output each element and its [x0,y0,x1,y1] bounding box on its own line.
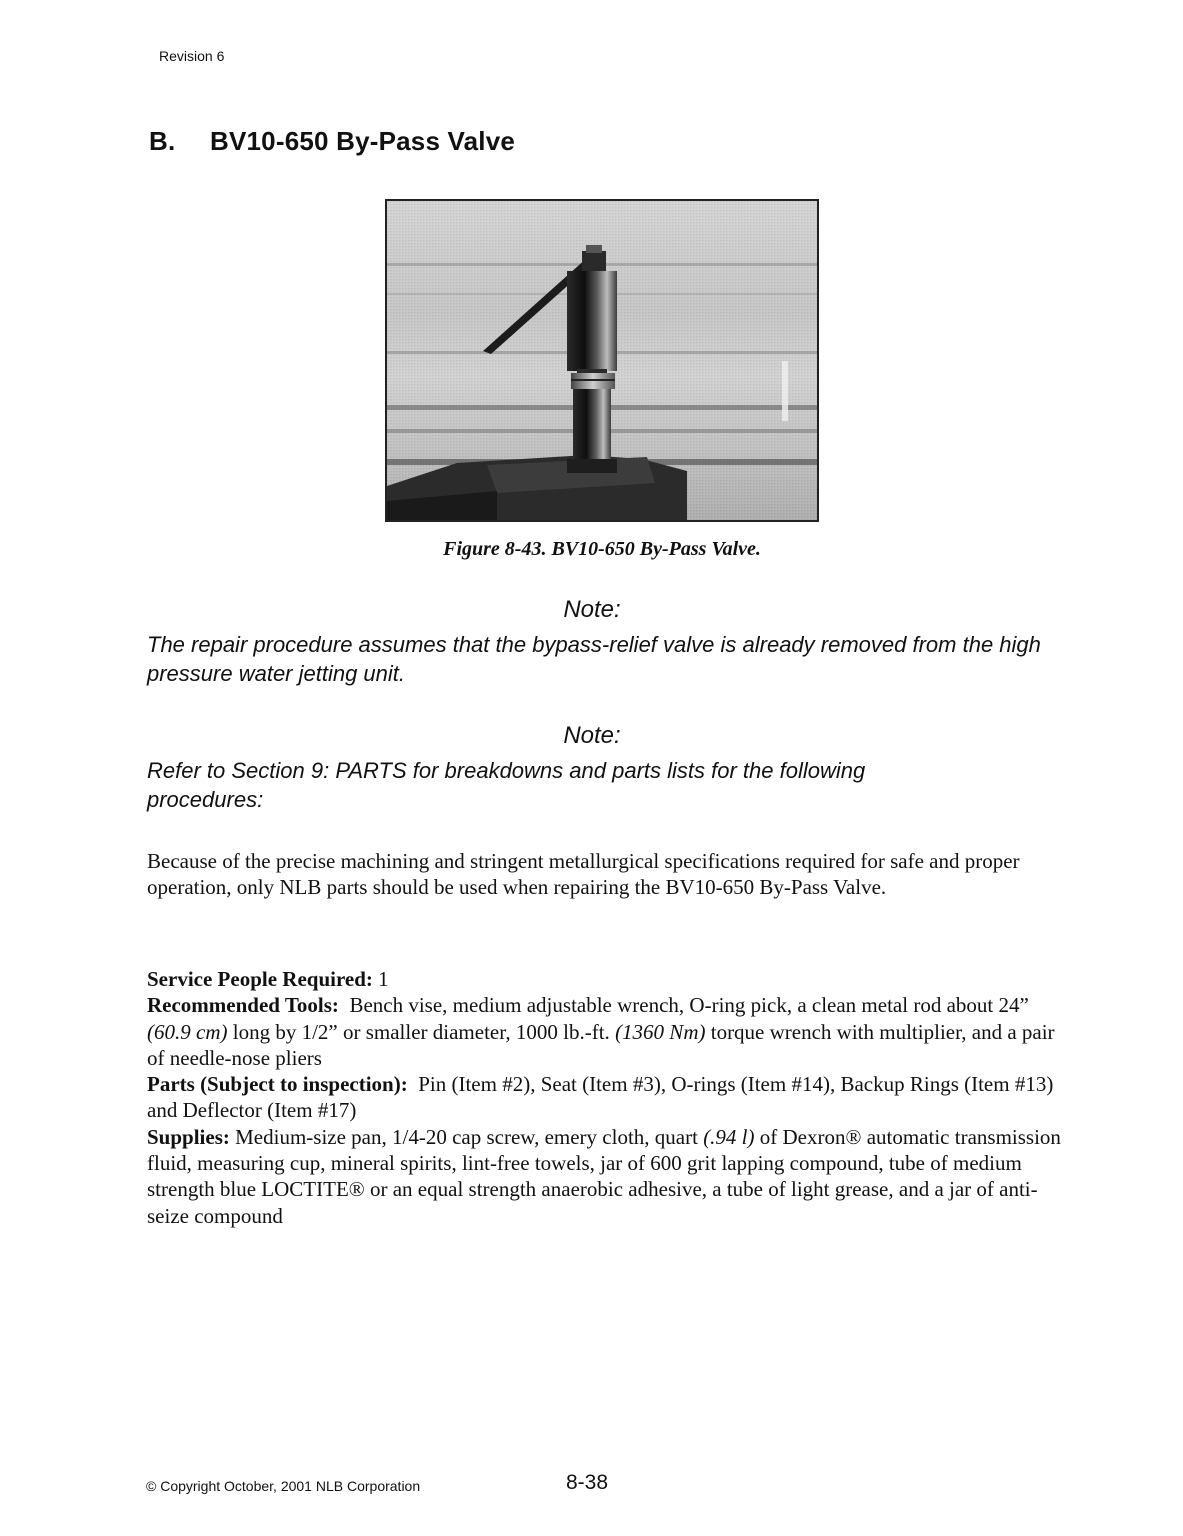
note-heading-1: Note: [563,596,621,623]
footer-copyright: © Copyright October, 2001 NLB Corporation [146,1478,421,1494]
note-heading-2: Note: [563,722,621,749]
recommended-tools-line [147,992,1062,1071]
recommended-tools-text-2: long by 1/2” or smaller diameter, 1000 lb.-ft. [232,1019,610,1044]
parts-label: Parts (Subject to inspection): [147,1072,408,1097]
recommended-tools-metric-1: (60.9 cm) [147,1019,228,1044]
recommended-tools-text-1: Bench vise, medium adjustable wrench, O-ring pick, a clean metal rod about 24” [349,993,1029,1018]
figure-caption: Figure 8-43. BV10-650 By-Pass Valve. [443,538,761,560]
section-title [149,126,515,157]
supplies-metric: (.94 l) [703,1124,755,1149]
supplies-line [147,1124,1062,1229]
note-text-1: The repair procedure assumes that the bypass-relief valve is already removed from the high pressure water jetting unit. [147,632,1041,686]
section-letter: B. [149,126,176,156]
supplies-text-1: Medium-size pan, 1/4-20 cap screw, emery cloth, quart [235,1124,698,1149]
supplies-text-2: of Dexron® automatic transmission fluid, measuring cup, mineral spirits, lint-free towels, jar of 600 grit lapping compound, tube of medium strength blue LOCTITE® or an equal strength anaerobic adhesive, a tube of light grease, and a jar of anti-seize compound [147,1124,1061,1228]
bypass-valve-photo [385,199,819,522]
supplies-label: Supplies: [147,1124,230,1149]
service-people-label: Service People Required: [147,967,373,991]
page-number: 8-38 [566,1471,609,1494]
note-text-2: Refer to Section 9: PARTS for breakdowns and parts lists for the following procedures: [147,758,866,812]
revision-label: Revision 6 [159,48,225,64]
parts-line [147,1071,1062,1124]
valve-photo-illustration [387,201,817,520]
intro-paragraph: Because of the precise machining and stringent metallurgical specifications required for safe and proper operation, only NLB parts should be used when repairing the BV10-650 By-Pass Valve. [147,849,1020,899]
parts-value: Pin (Item #2), Seat (Item #3), O-rings (Item #14), Backup Rings (Item #13) and Deflector (Item #17) [147,1072,1054,1123]
service-people-value: 1 [378,967,389,991]
section-title-text: BV10-650 By-Pass Valve [210,126,516,156]
recommended-tools-metric-2: (1360 Nm) [615,1019,706,1044]
requirements-block [147,966,1062,1229]
recommended-tools-text-3: torque wrench with multiplier, and a pair of needle-nose pliers [147,1019,1055,1070]
recommended-tools-label: Recommended Tools: [147,993,339,1018]
service-people-line [147,966,1062,992]
